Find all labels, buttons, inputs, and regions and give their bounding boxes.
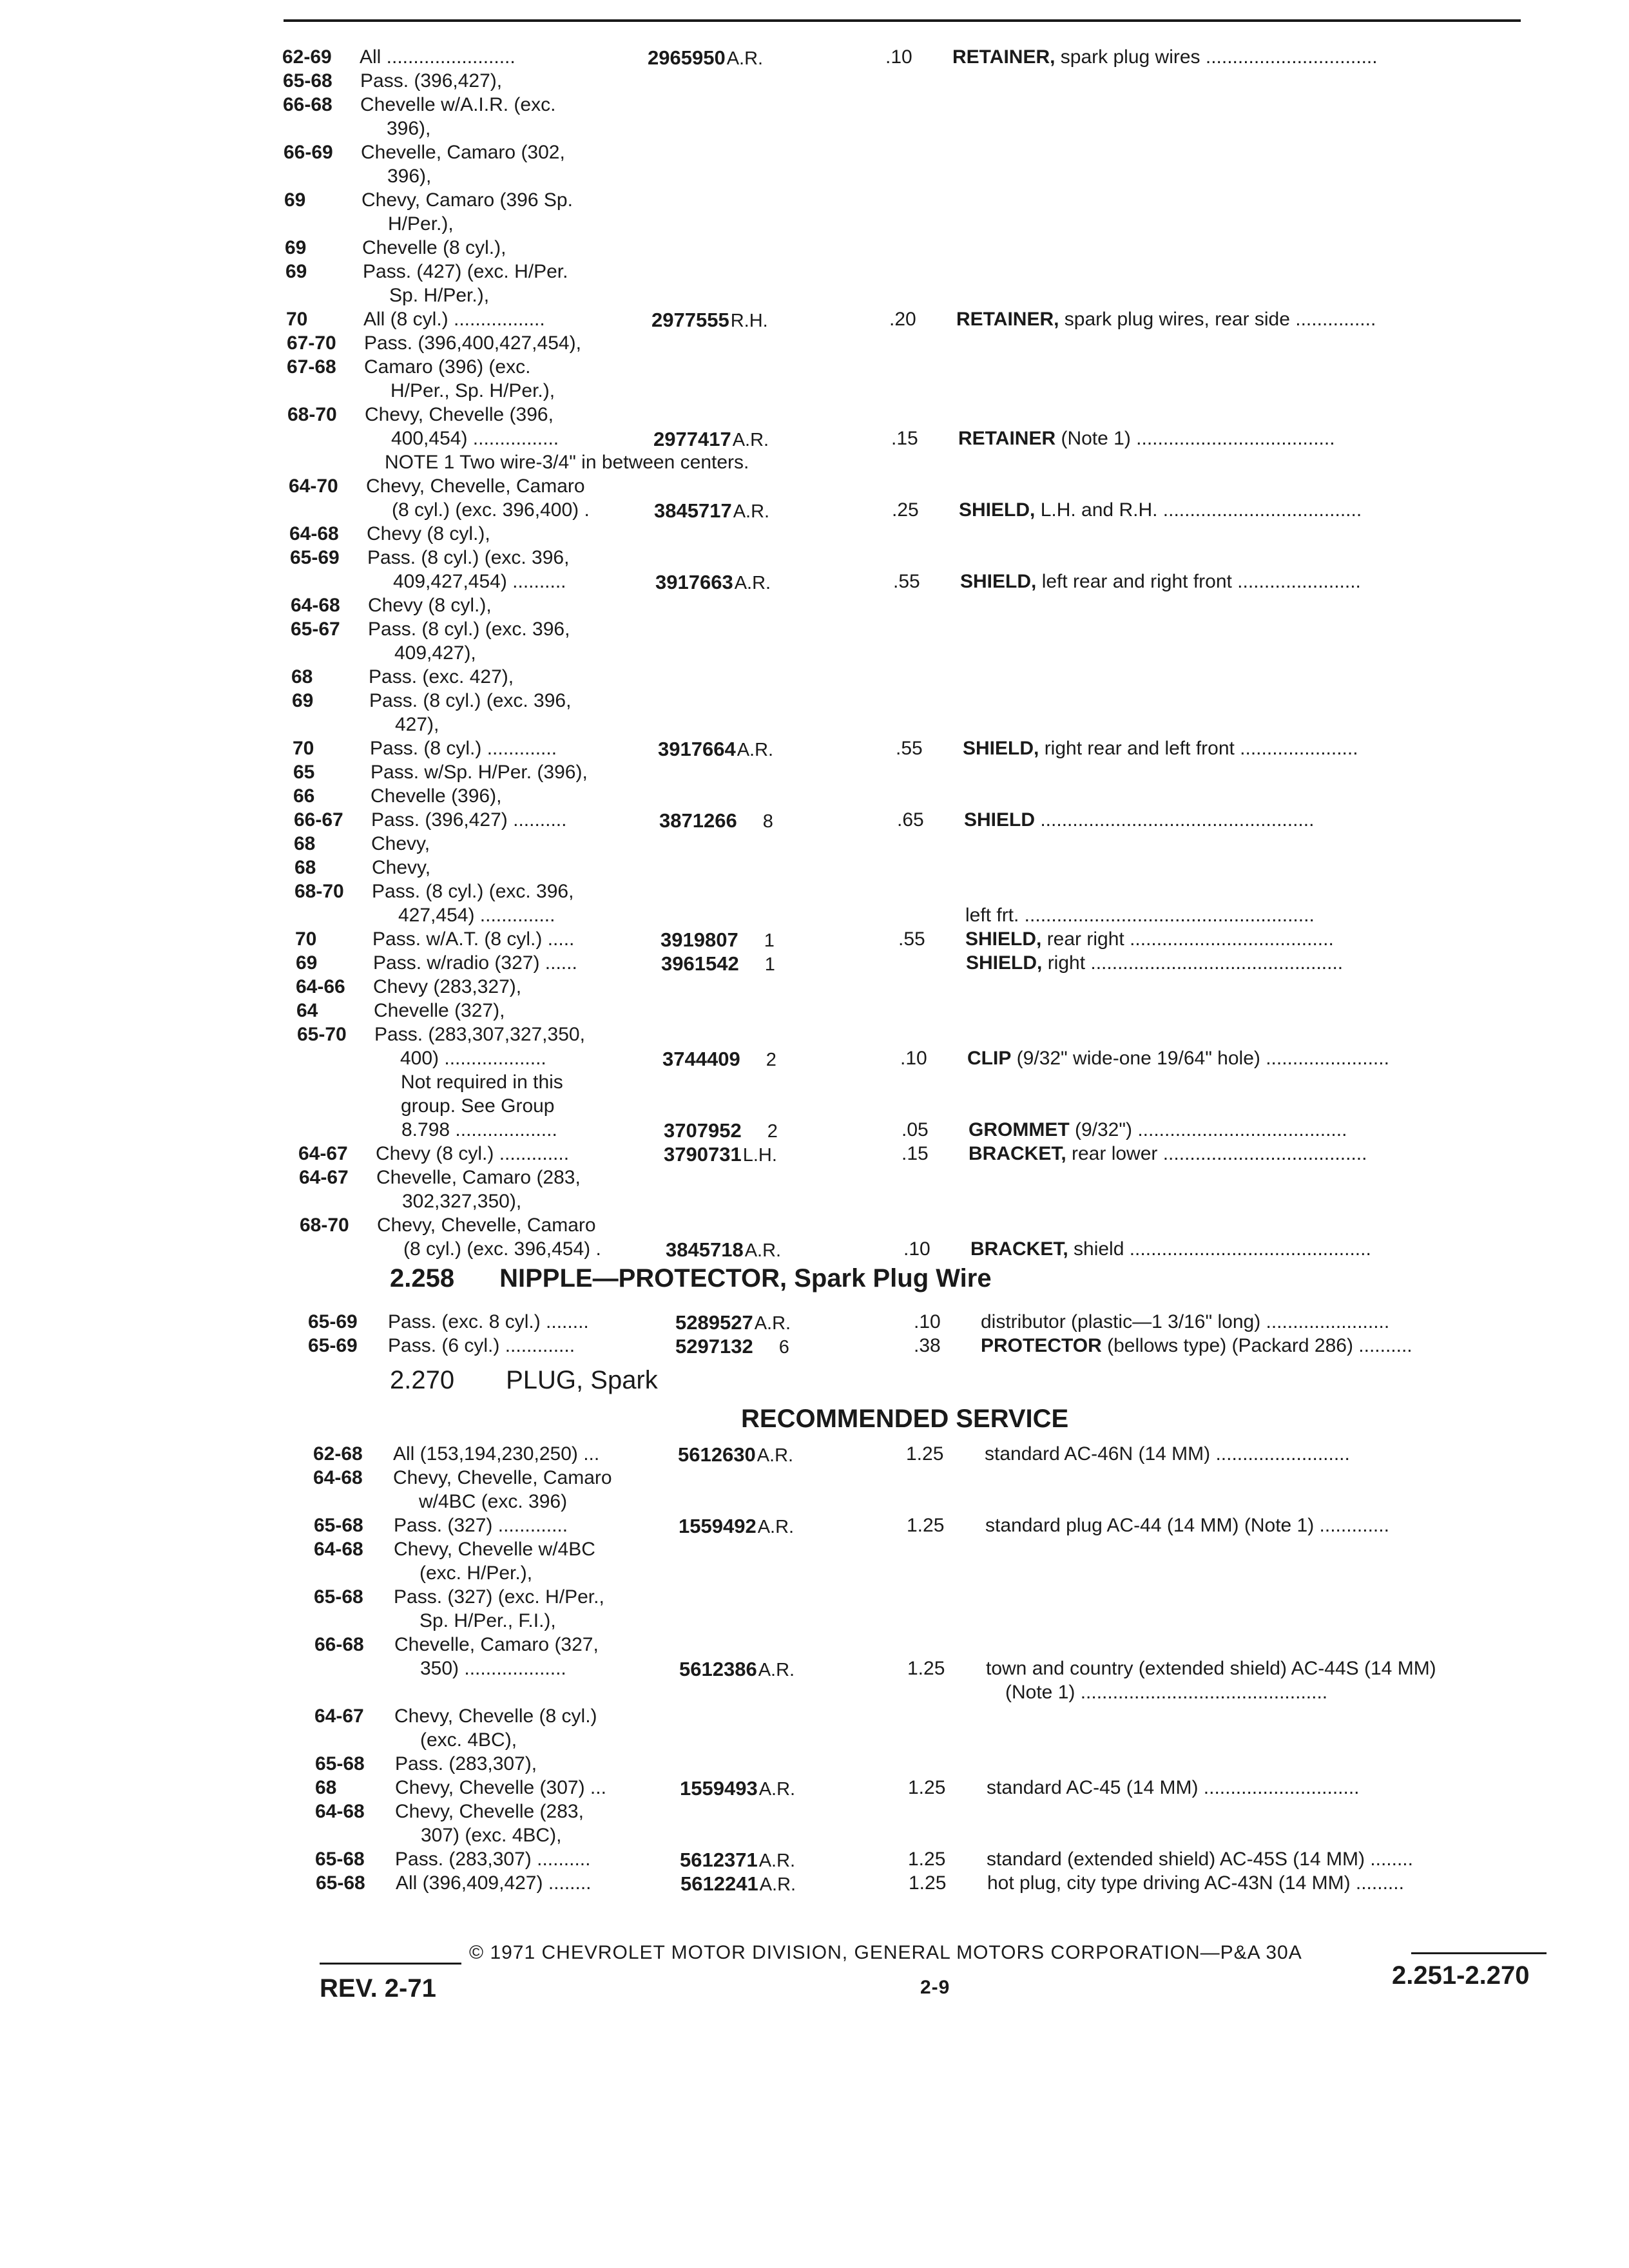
model-year: 68 xyxy=(294,833,316,854)
model-year: 65-69 xyxy=(308,1335,358,1356)
application: Chevy (8 cyl.) ............. xyxy=(376,1143,570,1164)
application: Pass. (8 cyl.) (exc. 396, xyxy=(369,690,572,711)
description-part-name: SHIELD xyxy=(964,809,1036,831)
quantity: A.R. xyxy=(734,573,771,593)
description xyxy=(987,1777,1360,1799)
model-year: 64-68 xyxy=(315,1801,365,1822)
description xyxy=(956,309,1376,331)
price: .55 xyxy=(893,571,920,592)
description-part-name: BRACKET, xyxy=(970,1238,1068,1260)
application: All (396,409,427) ........ xyxy=(396,1872,592,1894)
model-year: 66-68 xyxy=(283,94,333,115)
part-number-value: 3917664 xyxy=(658,738,736,760)
application: Pass. (327) (exc. H/Per., xyxy=(394,1586,604,1608)
description-text: shield ............................................. xyxy=(1068,1238,1371,1260)
model-year: 65-68 xyxy=(315,1849,365,1870)
description-text: (Note 1) .............................................. xyxy=(1005,1682,1328,1703)
description xyxy=(1005,1682,1327,1704)
model-year: 66-69 xyxy=(284,142,333,163)
top-rule xyxy=(284,19,1521,22)
price: 1.25 xyxy=(909,1872,947,1894)
part-number xyxy=(664,1143,777,1166)
description-text: spark plug wires, rear side ............... xyxy=(1059,309,1376,330)
quantity: A.R. xyxy=(759,1874,796,1895)
model-year: 64 xyxy=(296,1000,318,1021)
application: Pass. w/radio (327) ...... xyxy=(373,952,577,974)
application: Pass. (8 cyl.) ............. xyxy=(370,738,557,759)
description xyxy=(952,46,1378,68)
application: (exc. H/Per.), xyxy=(419,1562,533,1584)
application: Sp. H/Per., F.I.), xyxy=(419,1610,556,1631)
description-part-name: CLIP xyxy=(967,1048,1012,1069)
description xyxy=(959,499,1362,521)
model-year: 65-68 xyxy=(316,1872,365,1894)
application: Chevy, Chevelle (396, xyxy=(365,404,554,425)
part-number-value: 3919807 xyxy=(660,928,738,951)
description-text: (Note 1) ..................................... xyxy=(1055,428,1335,449)
application: 427), xyxy=(395,714,439,735)
application: Pass. (396,427), xyxy=(360,70,503,91)
model-year: 70 xyxy=(286,309,308,330)
model-year: 69 xyxy=(285,261,307,282)
description-text: (bellows type) (Packard 286) .......... xyxy=(1101,1335,1412,1356)
part-number-value: 3790731 xyxy=(664,1143,742,1166)
part-number-value: 5612630 xyxy=(678,1443,756,1466)
description xyxy=(960,571,1361,593)
description-part-name: SHIELD, xyxy=(966,952,1043,974)
quantity: A.R. xyxy=(758,1660,795,1680)
description xyxy=(969,1143,1367,1165)
description xyxy=(965,905,1315,927)
model-year: 65-68 xyxy=(283,70,333,91)
part-number xyxy=(666,1238,781,1262)
description xyxy=(969,1119,1347,1141)
application: Chevelle, Camaro (302, xyxy=(361,142,565,163)
description-text: right rear and left front ...................... xyxy=(1039,738,1358,759)
page-number: 2-9 xyxy=(920,1977,950,1998)
application: Chevy, Chevelle, Camaro xyxy=(366,476,585,497)
quantity: A.R. xyxy=(757,1517,795,1537)
part-number xyxy=(680,1777,795,1800)
price: 1.25 xyxy=(906,1443,944,1465)
application: All ........................ xyxy=(360,46,516,68)
application: All (8 cyl.) ................. xyxy=(363,309,545,330)
part-number-value: 2977555 xyxy=(651,309,729,331)
description-text: (9/32") ....................................... xyxy=(1069,1119,1347,1140)
description-part-name: PROTECTOR xyxy=(981,1335,1102,1356)
application: Pass. w/A.T. (8 cyl.) ..... xyxy=(372,928,575,950)
application: All (153,194,230,250) ... xyxy=(393,1443,600,1465)
part-number xyxy=(654,499,769,523)
application: w/4BC (exc. 396) xyxy=(419,1491,568,1512)
model-year: 62-68 xyxy=(313,1443,363,1465)
description-text: standard AC-46N (14 MM) ......................... xyxy=(985,1443,1350,1465)
quantity: A.R. xyxy=(758,1779,796,1800)
application: Chevelle, Camaro (283, xyxy=(376,1167,581,1188)
part-number xyxy=(662,1048,776,1071)
model-year: 65-67 xyxy=(291,619,340,640)
part-number xyxy=(659,809,773,832)
model-year: 64-66 xyxy=(296,976,345,997)
application: NOTE 1 Two wire-3/4" in between centers. xyxy=(385,452,749,473)
description-part-name: SHIELD, xyxy=(963,738,1039,759)
application: Pass. (283,307), xyxy=(395,1753,537,1774)
application: H/Per., Sp. H/Per.), xyxy=(390,380,555,401)
part-number xyxy=(675,1335,789,1358)
application: Pass. w/Sp. H/Per. (396), xyxy=(371,762,588,783)
application: Chevy (8 cyl.), xyxy=(368,595,492,616)
application: Pass. (8 cyl.) (exc. 396, xyxy=(368,619,570,640)
application: 307) (exc. 4BC), xyxy=(421,1825,562,1846)
application: Pass. (396,427) .......... xyxy=(371,809,567,831)
application: 427,454) .............. xyxy=(398,905,555,926)
price: 1.25 xyxy=(907,1658,945,1679)
model-year: 67-70 xyxy=(287,332,336,354)
model-year: 65-68 xyxy=(314,1586,363,1608)
model-year: 69 xyxy=(284,189,306,211)
quantity: 1 xyxy=(764,954,775,975)
model-year: 69 xyxy=(285,237,307,258)
application: Chevy, Chevelle w/4BC xyxy=(394,1539,595,1560)
application: Chevy, xyxy=(371,833,430,854)
quantity: A.R. xyxy=(737,740,774,760)
application: Pass. (exc. 427), xyxy=(369,666,514,687)
description xyxy=(987,1872,1404,1894)
application: Chevy, Camaro (396 Sp. xyxy=(361,189,573,211)
price: .15 xyxy=(891,428,918,449)
description-text: distributor (plastic—1 3/16" long) ....................... xyxy=(981,1311,1390,1332)
quantity: 6 xyxy=(778,1337,789,1358)
application: 396), xyxy=(387,166,432,187)
quantity: A.R. xyxy=(757,1445,794,1466)
application: Pass. (283,307) .......... xyxy=(395,1849,591,1870)
quantity: 2 xyxy=(767,1121,778,1142)
application: Pass. (396,400,427,454), xyxy=(364,332,581,354)
model-year: 65-69 xyxy=(290,547,340,568)
section-range: 2.251-2.270 xyxy=(1392,1961,1530,1990)
part-number-value: 1559492 xyxy=(679,1515,757,1537)
application: Chevelle, Camaro (327, xyxy=(394,1634,599,1655)
section-number: 2.258 xyxy=(390,1264,455,1293)
model-year: 64-68 xyxy=(313,1467,363,1488)
application: (8 cyl.) (exc. 396,400) . xyxy=(392,499,590,521)
description-text: hot plug, city type driving AC-43N (14 MM) ......... xyxy=(987,1872,1404,1894)
description-text: rear right ...................................... xyxy=(1041,928,1334,950)
model-year: 64-67 xyxy=(314,1706,364,1727)
model-year: 68-70 xyxy=(300,1215,349,1236)
model-year: 68-70 xyxy=(294,881,344,902)
part-number xyxy=(679,1515,794,1538)
footer-rule-right xyxy=(1411,1952,1547,1954)
description-text: standard plug AC-44 (14 MM) (Note 1) ............. xyxy=(985,1515,1389,1536)
description-text: left frt. ...................................................... xyxy=(965,905,1315,926)
part-number xyxy=(648,46,763,70)
price: .05 xyxy=(901,1119,929,1140)
model-year: 68-70 xyxy=(287,404,337,425)
footer-rule-left xyxy=(320,1963,461,1965)
part-number xyxy=(679,1658,795,1681)
part-number-value: 2965950 xyxy=(648,46,726,69)
price: .10 xyxy=(885,46,912,68)
price: .55 xyxy=(896,738,923,759)
description-text: L.H. and R.H. ..................................... xyxy=(1035,499,1362,521)
description-text: spark plug wires ................................ xyxy=(1055,46,1378,68)
description xyxy=(966,952,1343,974)
application: (8 cyl.) (exc. 396,454) . xyxy=(403,1238,601,1260)
model-year: 65-69 xyxy=(308,1311,358,1332)
description-part-name: RETAINER, xyxy=(952,46,1055,68)
part-number-value: 3744409 xyxy=(662,1048,740,1070)
price: 1.25 xyxy=(907,1515,945,1536)
application: Chevy, Chevelle, Camaro xyxy=(377,1215,596,1236)
part-number-value: 5612371 xyxy=(680,1849,758,1871)
description xyxy=(981,1311,1389,1333)
quantity: L.H. xyxy=(742,1145,777,1166)
application: Chevelle (327), xyxy=(374,1000,505,1021)
part-number xyxy=(678,1443,793,1466)
part-number-value: 3871266 xyxy=(659,809,737,832)
price: .10 xyxy=(903,1238,930,1260)
description xyxy=(970,1238,1371,1260)
description-part-name: BRACKET, xyxy=(969,1143,1066,1164)
part-number xyxy=(653,428,769,451)
description-part-name: SHIELD, xyxy=(959,499,1036,521)
quantity: A.R. xyxy=(726,48,764,69)
model-year: 64-67 xyxy=(298,1143,348,1164)
application: 400) ................... xyxy=(400,1048,546,1069)
price: .10 xyxy=(900,1048,927,1069)
description xyxy=(985,1515,1389,1537)
quantity: 1 xyxy=(764,930,775,951)
part-number xyxy=(658,738,773,761)
model-year: 62-69 xyxy=(282,46,332,68)
application: 302,327,350), xyxy=(402,1191,522,1212)
application: Sp. H/Per.), xyxy=(389,285,490,306)
description xyxy=(963,738,1358,760)
section-title: NIPPLE—PROTECTOR, Spark Plug Wire xyxy=(499,1264,992,1293)
application: Pass. (exc. 8 cyl.) ........ xyxy=(388,1311,589,1332)
description xyxy=(981,1335,1412,1357)
part-number xyxy=(651,309,768,332)
model-year: 68 xyxy=(294,857,316,878)
model-year: 70 xyxy=(295,928,317,950)
application: Pass. (8 cyl.) (exc. 396, xyxy=(367,547,570,568)
model-year: 64-67 xyxy=(299,1167,349,1188)
section-number: 2.270 xyxy=(390,1366,455,1394)
part-number-value: 5612386 xyxy=(679,1658,757,1680)
application: Chevy, Chevelle (8 cyl.) xyxy=(394,1706,597,1727)
model-year: 69 xyxy=(292,690,314,711)
model-year: 67-68 xyxy=(287,356,336,378)
revision-label: REV. 2-71 xyxy=(320,1974,436,2003)
price: .38 xyxy=(914,1335,941,1356)
application: Chevy, xyxy=(372,857,431,878)
model-year: 70 xyxy=(293,738,314,759)
part-number-value: 3917663 xyxy=(655,571,733,593)
description-text: town and country (extended shield) AC-44S (14 MM) xyxy=(986,1658,1436,1679)
description xyxy=(965,928,1334,950)
price: .15 xyxy=(901,1143,929,1164)
application: Chevy (8 cyl.), xyxy=(367,523,490,544)
application: Not required in this xyxy=(401,1072,563,1093)
application: Pass. (327) ............. xyxy=(394,1515,568,1536)
model-year: 66-68 xyxy=(314,1634,364,1655)
quantity: A.R. xyxy=(732,430,769,450)
application: Pass. (6 cyl.) ............. xyxy=(388,1335,575,1356)
description-text: ................................................... xyxy=(1035,809,1315,831)
description-text: (9/32" wide-one 19/64" hole) ....................... xyxy=(1011,1048,1389,1069)
application: Chevelle (8 cyl.), xyxy=(362,237,506,258)
part-number-value: 3961542 xyxy=(661,952,739,975)
model-year: 64-68 xyxy=(314,1539,363,1560)
application: 400,454) ................ xyxy=(391,428,559,449)
application: Chevy, Chevelle (283, xyxy=(395,1801,584,1822)
application: Chevy, Chevelle (307) ... xyxy=(395,1777,606,1798)
application: H/Per.), xyxy=(388,213,454,235)
part-number xyxy=(660,928,775,952)
quantity: A.R. xyxy=(733,501,770,522)
price: .55 xyxy=(898,928,925,950)
application: 8.798 ................... xyxy=(401,1119,557,1140)
copyright-line: © 1971 CHEVROLET MOTOR DIVISION, GENERAL MOTORS CORPORATION—P&A 30A xyxy=(469,1942,1302,1963)
part-number xyxy=(680,1849,795,1872)
description-text: left rear and right front ....................... xyxy=(1036,571,1361,592)
model-year: 64-70 xyxy=(289,476,338,497)
price: 1.25 xyxy=(908,1777,946,1798)
part-number xyxy=(675,1311,791,1334)
application: 396), xyxy=(387,118,431,139)
application: Pass. (8 cyl.) (exc. 396, xyxy=(372,881,574,902)
description-part-name: GROMMET xyxy=(969,1119,1070,1140)
application: group. See Group xyxy=(401,1095,555,1117)
quantity: 2 xyxy=(766,1050,776,1070)
model-year: 68 xyxy=(315,1777,337,1798)
application: 350) ................... xyxy=(420,1658,566,1679)
part-number-value: 2977417 xyxy=(653,428,731,450)
price: .65 xyxy=(897,809,924,831)
application: Pass. (283,307,327,350, xyxy=(374,1024,585,1045)
application: Camaro (396) (exc. xyxy=(364,356,531,378)
part-number xyxy=(680,1872,796,1896)
model-year: 65-68 xyxy=(315,1753,365,1774)
quantity: A.R. xyxy=(758,1850,796,1871)
recommended-service-heading: RECOMMENDED SERVICE xyxy=(741,1405,1069,1433)
part-number xyxy=(661,952,775,975)
application: Chevelle w/A.I.R. (exc. xyxy=(360,94,556,115)
part-number-value: 5297132 xyxy=(675,1335,753,1358)
model-year: 64-68 xyxy=(291,595,340,616)
model-year: 64-68 xyxy=(289,523,339,544)
application: (exc. 4BC), xyxy=(420,1729,517,1751)
quantity: A.R. xyxy=(744,1240,782,1261)
model-year: 65-68 xyxy=(314,1515,363,1536)
quantity: R.H. xyxy=(730,311,768,331)
description-text: standard AC-45 (14 MM) ............................. xyxy=(987,1777,1360,1798)
part-number-value: 5289527 xyxy=(675,1311,753,1334)
model-year: 65-70 xyxy=(297,1024,347,1045)
part-number-value: 5612241 xyxy=(680,1872,758,1895)
application: Chevy (283,327), xyxy=(373,976,522,997)
section-header-2-258 xyxy=(390,1264,992,1293)
part-number-value: 1559493 xyxy=(680,1777,758,1800)
description-text: rear lower ...................................... xyxy=(1066,1143,1367,1164)
application: Chevy, Chevelle, Camaro xyxy=(393,1467,612,1488)
model-year: 65 xyxy=(293,762,315,783)
price: .10 xyxy=(914,1311,941,1332)
part-number-value: 3845718 xyxy=(666,1238,744,1261)
description-text: standard (extended shield) AC-45S (14 MM) ........ xyxy=(987,1849,1413,1870)
model-year: 66 xyxy=(293,785,315,807)
model-year: 68 xyxy=(291,666,313,687)
description xyxy=(967,1048,1389,1070)
description-text: right ............................................... xyxy=(1042,952,1344,974)
price: .20 xyxy=(889,309,916,330)
quantity: A.R. xyxy=(754,1313,791,1334)
description xyxy=(986,1658,1436,1680)
description-part-name: RETAINER xyxy=(958,428,1056,449)
part-number xyxy=(664,1119,778,1142)
model-year: 66-67 xyxy=(294,809,343,831)
description xyxy=(964,809,1314,831)
description xyxy=(987,1849,1413,1870)
price: .25 xyxy=(892,499,919,521)
price: 1.25 xyxy=(908,1849,946,1870)
section-title: PLUG, Spark xyxy=(506,1366,658,1394)
application: 409,427), xyxy=(394,642,476,664)
model-year: 69 xyxy=(296,952,318,974)
description-part-name: SHIELD, xyxy=(965,928,1042,950)
application: Chevelle (396), xyxy=(371,785,502,807)
description-part-name: RETAINER, xyxy=(956,309,1059,330)
part-number-value: 3707952 xyxy=(664,1119,742,1142)
application: Pass. (427) (exc. H/Per. xyxy=(363,261,568,282)
description-part-name: SHIELD, xyxy=(960,571,1037,592)
description xyxy=(958,428,1335,450)
section-header-2-270 xyxy=(390,1366,658,1395)
quantity: 8 xyxy=(762,811,773,832)
part-number xyxy=(655,571,771,594)
part-number-value: 3845717 xyxy=(654,499,732,522)
description xyxy=(985,1443,1350,1465)
application: 409,427,454) .......... xyxy=(393,571,566,592)
